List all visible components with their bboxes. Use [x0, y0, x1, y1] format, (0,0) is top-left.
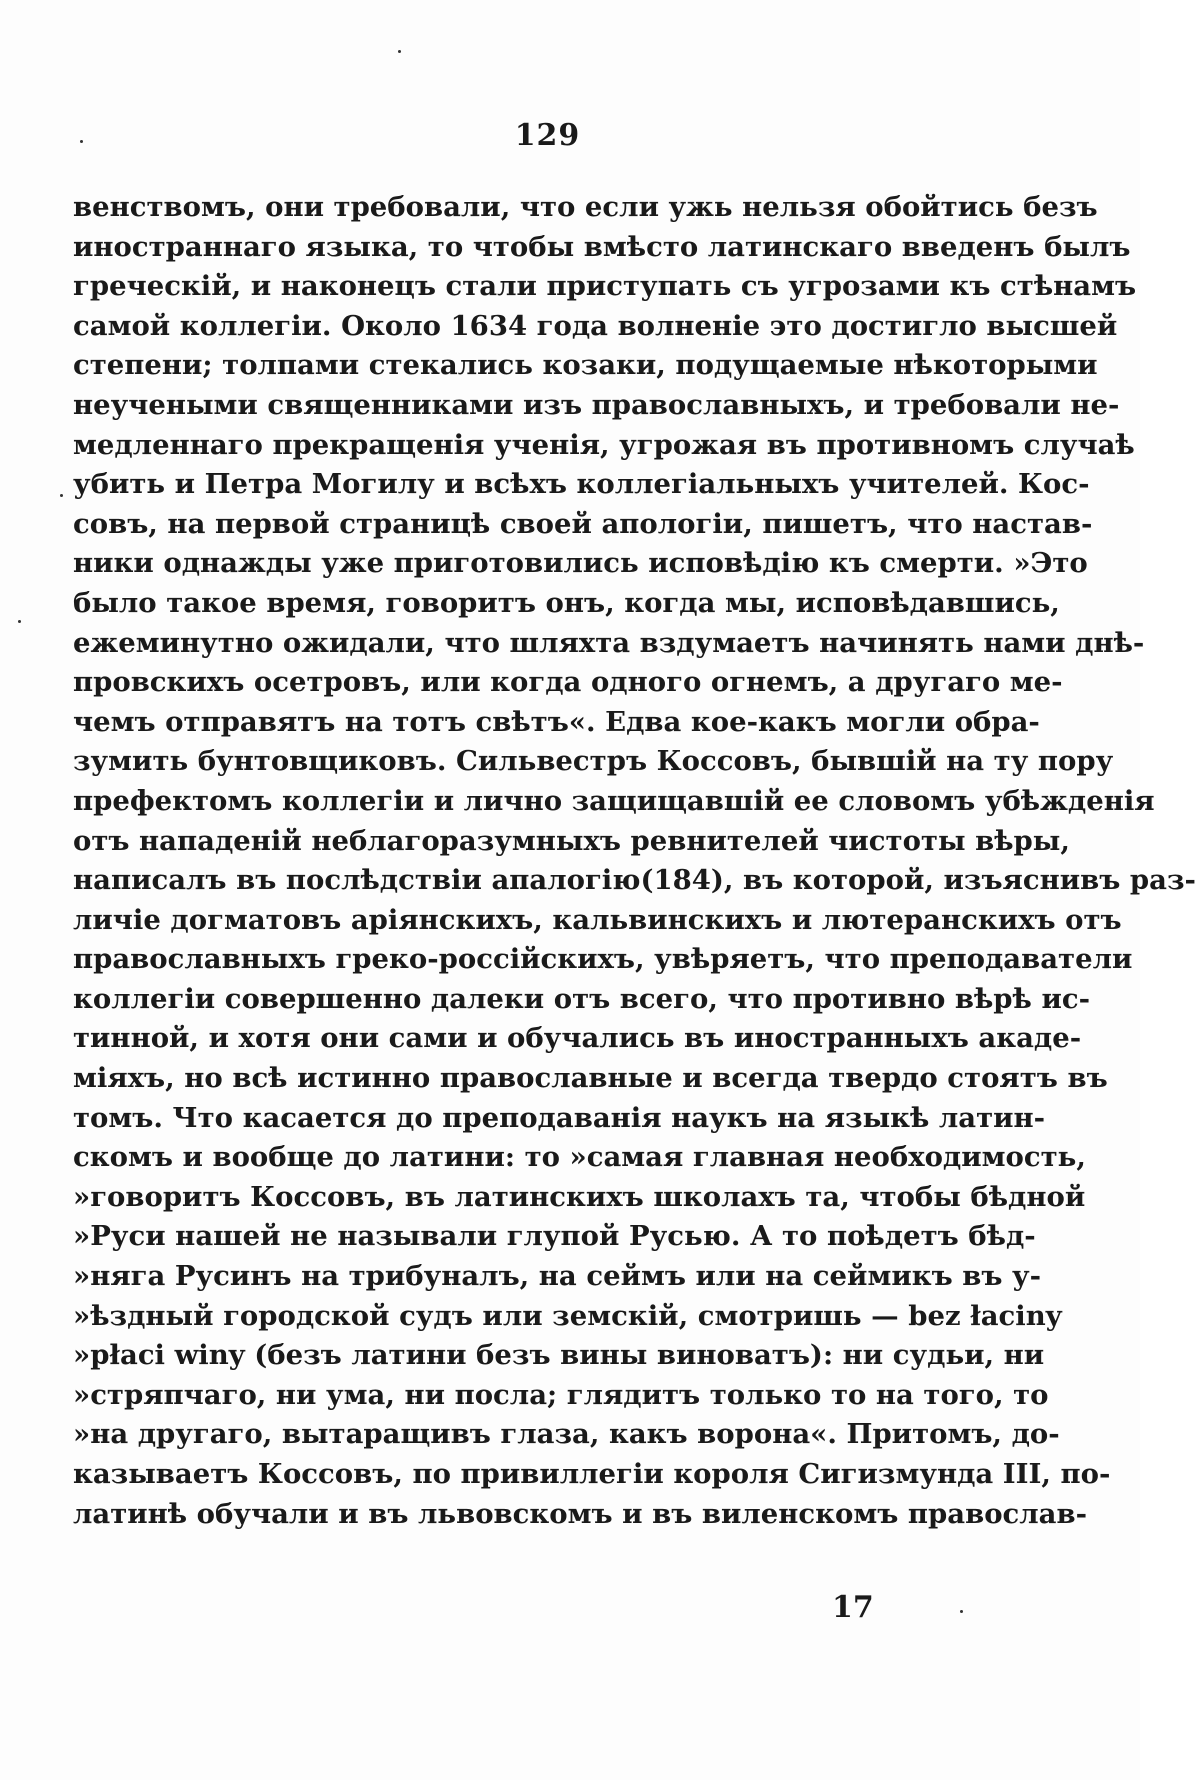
text-line: латинѣ обучали и въ львовскомъ и въ виленскомъ православ-: [73, 1497, 1088, 1530]
signature-mark: 17: [832, 1590, 874, 1625]
text-line: »стряпчаго, ни ума, ни посла; глядитъ только то на того, то: [73, 1378, 1049, 1411]
text-line: префектомъ коллегіи и лично защищавшій ее словомъ убѣжденія: [73, 784, 1155, 817]
text-line: степени; толпами стекались козаки, подущаемые нѣкоторыми: [73, 349, 1098, 382]
text-line: греческій, и наконецъ стали приступать съ угрозами къ стѣнамъ: [73, 270, 1137, 303]
scan-speck: [960, 1610, 963, 1613]
text-line: отъ нападеній неблагоразумныхъ ревнителей чистоты вѣры,: [73, 824, 1070, 857]
text-line: совъ, на первой страницѣ своей апологіи, пишетъ, что настав-: [73, 507, 1093, 540]
text-line: »płaci winy (безъ латини безъ вины виноватъ): ни судьи, ни: [73, 1339, 1045, 1372]
text-line: ежеминутно ожидали, что шляхта вздумаетъ начинять нами днѣ-: [73, 626, 1145, 659]
text-line: православныхъ греко-россійскихъ, увѣряетъ, что преподаватели: [73, 943, 1133, 976]
text-line: ники однажды уже приготовились исповѣдію къ смерти. »Это: [73, 547, 1088, 580]
text-line: чемъ отправятъ на тотъ свѣтъ«. Едва кое-какъ могли обра-: [73, 705, 1040, 738]
body-text: [73, 188, 1196, 1534]
text-line: убить и Петра Могилу и всѣхъ коллегіальныхъ учителей. Кос-: [73, 468, 1090, 501]
text-line: неучеными священниками изъ православныхъ, и требовали не-: [73, 388, 1120, 421]
text-line: коллегіи совершенно далеки отъ всего, что противно вѣрѣ ис-: [73, 982, 1091, 1015]
text-line: »няга Русинъ на трибуналъ, на сеймъ или на сеймикъ въ у-: [73, 1260, 1042, 1293]
text-line: томъ. Что касается до преподаванія наукъ на языкѣ латин-: [73, 1101, 1046, 1134]
scan-speck: [18, 620, 21, 623]
scan-speck: [60, 494, 63, 497]
text-line: было такое время, говоритъ онъ, когда мы, исповѣдавшись,: [73, 586, 1060, 619]
text-line: »ѣздный городской судъ или земскій, смотришь — bez łaciny: [73, 1299, 1062, 1332]
scan-speck: [398, 50, 401, 53]
text-line: личіе догматовъ аріянскихъ, кальвинскихъ и лютеранскихъ отъ: [73, 903, 1122, 936]
text-line: венствомъ, они требовали, что если ужь нельзя обойтись безъ: [73, 191, 1098, 223]
text-line: тинной, и хотя они сами и обучались въ иностранныхъ акаде-: [73, 1022, 1082, 1055]
text-line: провскихъ осетровъ, или когда одного огнемъ, а другаго ме-: [73, 666, 1063, 699]
text-line: »на другаго, вытаращивъ глаза, какъ ворона«. Притомъ, до-: [73, 1418, 1060, 1451]
text-line: скомъ и вообще до латини: то »самая главная необходимость,: [73, 1141, 1086, 1174]
page-number: 129: [514, 118, 581, 153]
text-line: »говоритъ Коссовъ, въ латинскихъ школахъ та, чтобы бѣдной: [73, 1180, 1086, 1213]
text-line: міяхъ, но всѣ истинно православные и всегда твердо стоятъ въ: [73, 1062, 1108, 1095]
text-line: иностраннаго языка, то чтобы вмѣсто латинскаго введенъ былъ: [73, 230, 1131, 263]
text-line: самой коллегіи. Около 1634 года волненіе это достигло высшей: [73, 309, 1118, 342]
text-line: написалъ въ послѣдствіи апалогію(184), въ которой, изъяснивъ раз-: [73, 864, 1196, 897]
scan-speck: [80, 140, 83, 143]
text-line: зумить бунтовщиковъ. Сильвестръ Коссовъ, бывшій на ту пору: [73, 745, 1114, 778]
text-line: »Руси нашей не называли глупой Русью. А то поѣдетъ бѣд-: [73, 1220, 1036, 1253]
text-line: казываетъ Коссовъ, по привиллегіи короля Сигизмунда III, по-: [73, 1458, 1111, 1490]
text-line: медленнаго прекращенія ученія, угрожая въ противномъ случаѣ: [73, 428, 1135, 461]
